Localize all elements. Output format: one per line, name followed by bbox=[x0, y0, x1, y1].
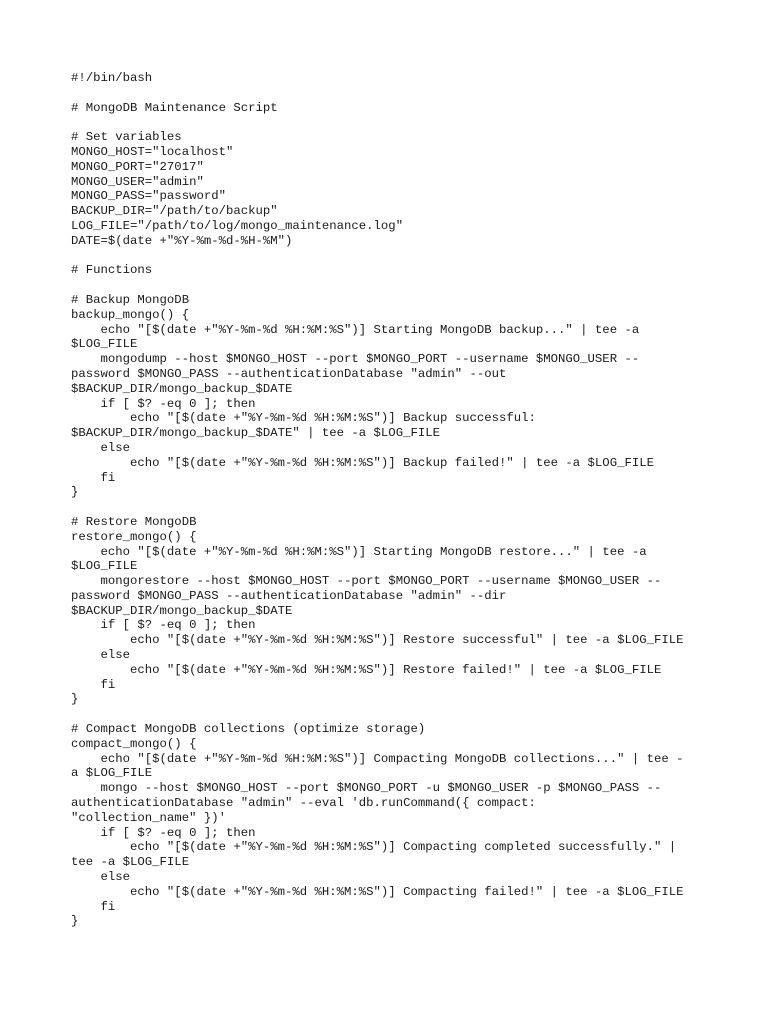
code-line: #!/bin/bash bbox=[71, 71, 153, 85]
code-line: } bbox=[71, 914, 79, 929]
code-line: echo "[$(date +"%Y-%m-%d %H:%M:%S")] Restore failed!" | tee -a $LOG_FILE bbox=[71, 662, 662, 677]
code-line: echo "[$(date +"%Y-%m-%d %H:%M:%S")] Backup failed!" | tee -a $LOG_FILE bbox=[71, 455, 654, 470]
code-line: $LOG_FILE bbox=[71, 559, 138, 574]
code-line: $BACKUP_DIR/mongo_backup_$DATE bbox=[71, 381, 293, 396]
code-line: echo "[$(date +"%Y-%m-%d %H:%M:%S")] Compacting failed!" | tee -a $LOG_FILE bbox=[71, 884, 684, 899]
code-line: $LOG_FILE bbox=[71, 337, 138, 352]
code-line: $BACKUP_DIR/mongo_backup_$DATE" | tee -a $LOG_FILE bbox=[71, 426, 440, 441]
code-line: # Restore MongoDB bbox=[71, 514, 197, 529]
code-line bbox=[71, 86, 731, 101]
code-line: # Set variables bbox=[71, 130, 182, 145]
code-line: else bbox=[71, 870, 131, 885]
code-line: "collection_name" })' bbox=[71, 810, 226, 825]
code-line: echo "[$(date +"%Y-%m-%d %H:%M:%S")] Compacting MongoDB collections..." | tee - bbox=[71, 751, 684, 766]
code-line: # Functions bbox=[71, 263, 153, 278]
code-line: echo "[$(date +"%Y-%m-%d %H:%M:%S")] Starting MongoDB backup..." | tee -a bbox=[71, 322, 640, 337]
code-line: BACKUP_DIR="/path/to/backup" bbox=[71, 204, 278, 219]
code-line: MONGO_USER="admin" bbox=[71, 174, 204, 189]
code-line: # Backup MongoDB bbox=[71, 292, 190, 307]
code-line: } bbox=[71, 692, 79, 707]
code-line: # MongoDB Maintenance Script bbox=[71, 100, 278, 115]
script-document bbox=[71, 71, 731, 929]
code-line: } bbox=[71, 485, 79, 500]
code-line: a $LOG_FILE bbox=[71, 766, 153, 781]
code-line bbox=[71, 707, 731, 722]
code-line: echo "[$(date +"%Y-%m-%d %H:%M:%S")] Backup successful: bbox=[71, 411, 536, 426]
code-line: backup_mongo() { bbox=[71, 307, 190, 322]
code-line: echo "[$(date +"%Y-%m-%d %H:%M:%S")] Starting MongoDB restore..." | tee -a bbox=[71, 544, 647, 559]
code-line: else bbox=[71, 440, 131, 455]
code-line: # Compact MongoDB collections (optimize storage) bbox=[71, 722, 426, 737]
code-line: mongorestore --host $MONGO_HOST --port $MONGO_PORT --username $MONGO_USER -- bbox=[71, 574, 662, 589]
code-line: fi bbox=[71, 470, 116, 485]
code-line: mongodump --host $MONGO_HOST --port $MONGO_PORT --username $MONGO_USER -- bbox=[71, 352, 640, 367]
code-line: $BACKUP_DIR/mongo_backup_$DATE bbox=[71, 603, 293, 618]
code-line: else bbox=[71, 648, 131, 663]
code-line: compact_mongo() { bbox=[71, 736, 197, 751]
code-line: MONGO_PORT="27017" bbox=[71, 159, 204, 174]
code-line: if [ $? -eq 0 ]; then bbox=[71, 618, 256, 633]
code-line: MONGO_PASS="password" bbox=[71, 189, 226, 204]
code-line: if [ $? -eq 0 ]; then bbox=[71, 396, 256, 411]
code-line: password $MONGO_PASS --authenticationDatabase "admin" --dir bbox=[71, 588, 507, 603]
code-line: mongo --host $MONGO_HOST --port $MONGO_PORT -u $MONGO_USER -p $MONGO_PASS -- bbox=[71, 781, 662, 796]
code-line bbox=[71, 115, 731, 130]
code-line bbox=[71, 278, 731, 293]
code-line: LOG_FILE="/path/to/log/mongo_maintenance.log" bbox=[71, 218, 404, 233]
code-line bbox=[71, 249, 731, 264]
code-line: echo "[$(date +"%Y-%m-%d %H:%M:%S")] Compacting completed successfully." | bbox=[71, 840, 677, 855]
code-line: echo "[$(date +"%Y-%m-%d %H:%M:%S")] Restore successful" | tee -a $LOG_FILE bbox=[71, 633, 684, 648]
code-line: fi bbox=[71, 677, 116, 692]
code-line: authenticationDatabase "admin" --eval 'db.runCommand({ compact: bbox=[71, 796, 536, 811]
code-line: if [ $? -eq 0 ]; then bbox=[71, 825, 256, 840]
code-line: password $MONGO_PASS --authenticationDatabase "admin" --out bbox=[71, 366, 507, 381]
code-line: fi bbox=[71, 899, 116, 914]
code-line: tee -a $LOG_FILE bbox=[71, 855, 190, 870]
code-line: MONGO_HOST="localhost" bbox=[71, 144, 234, 159]
code-line: restore_mongo() { bbox=[71, 529, 197, 544]
code-line bbox=[71, 500, 731, 515]
code-line: DATE=$(date +"%Y-%m-%d-%H-%M") bbox=[71, 233, 293, 248]
